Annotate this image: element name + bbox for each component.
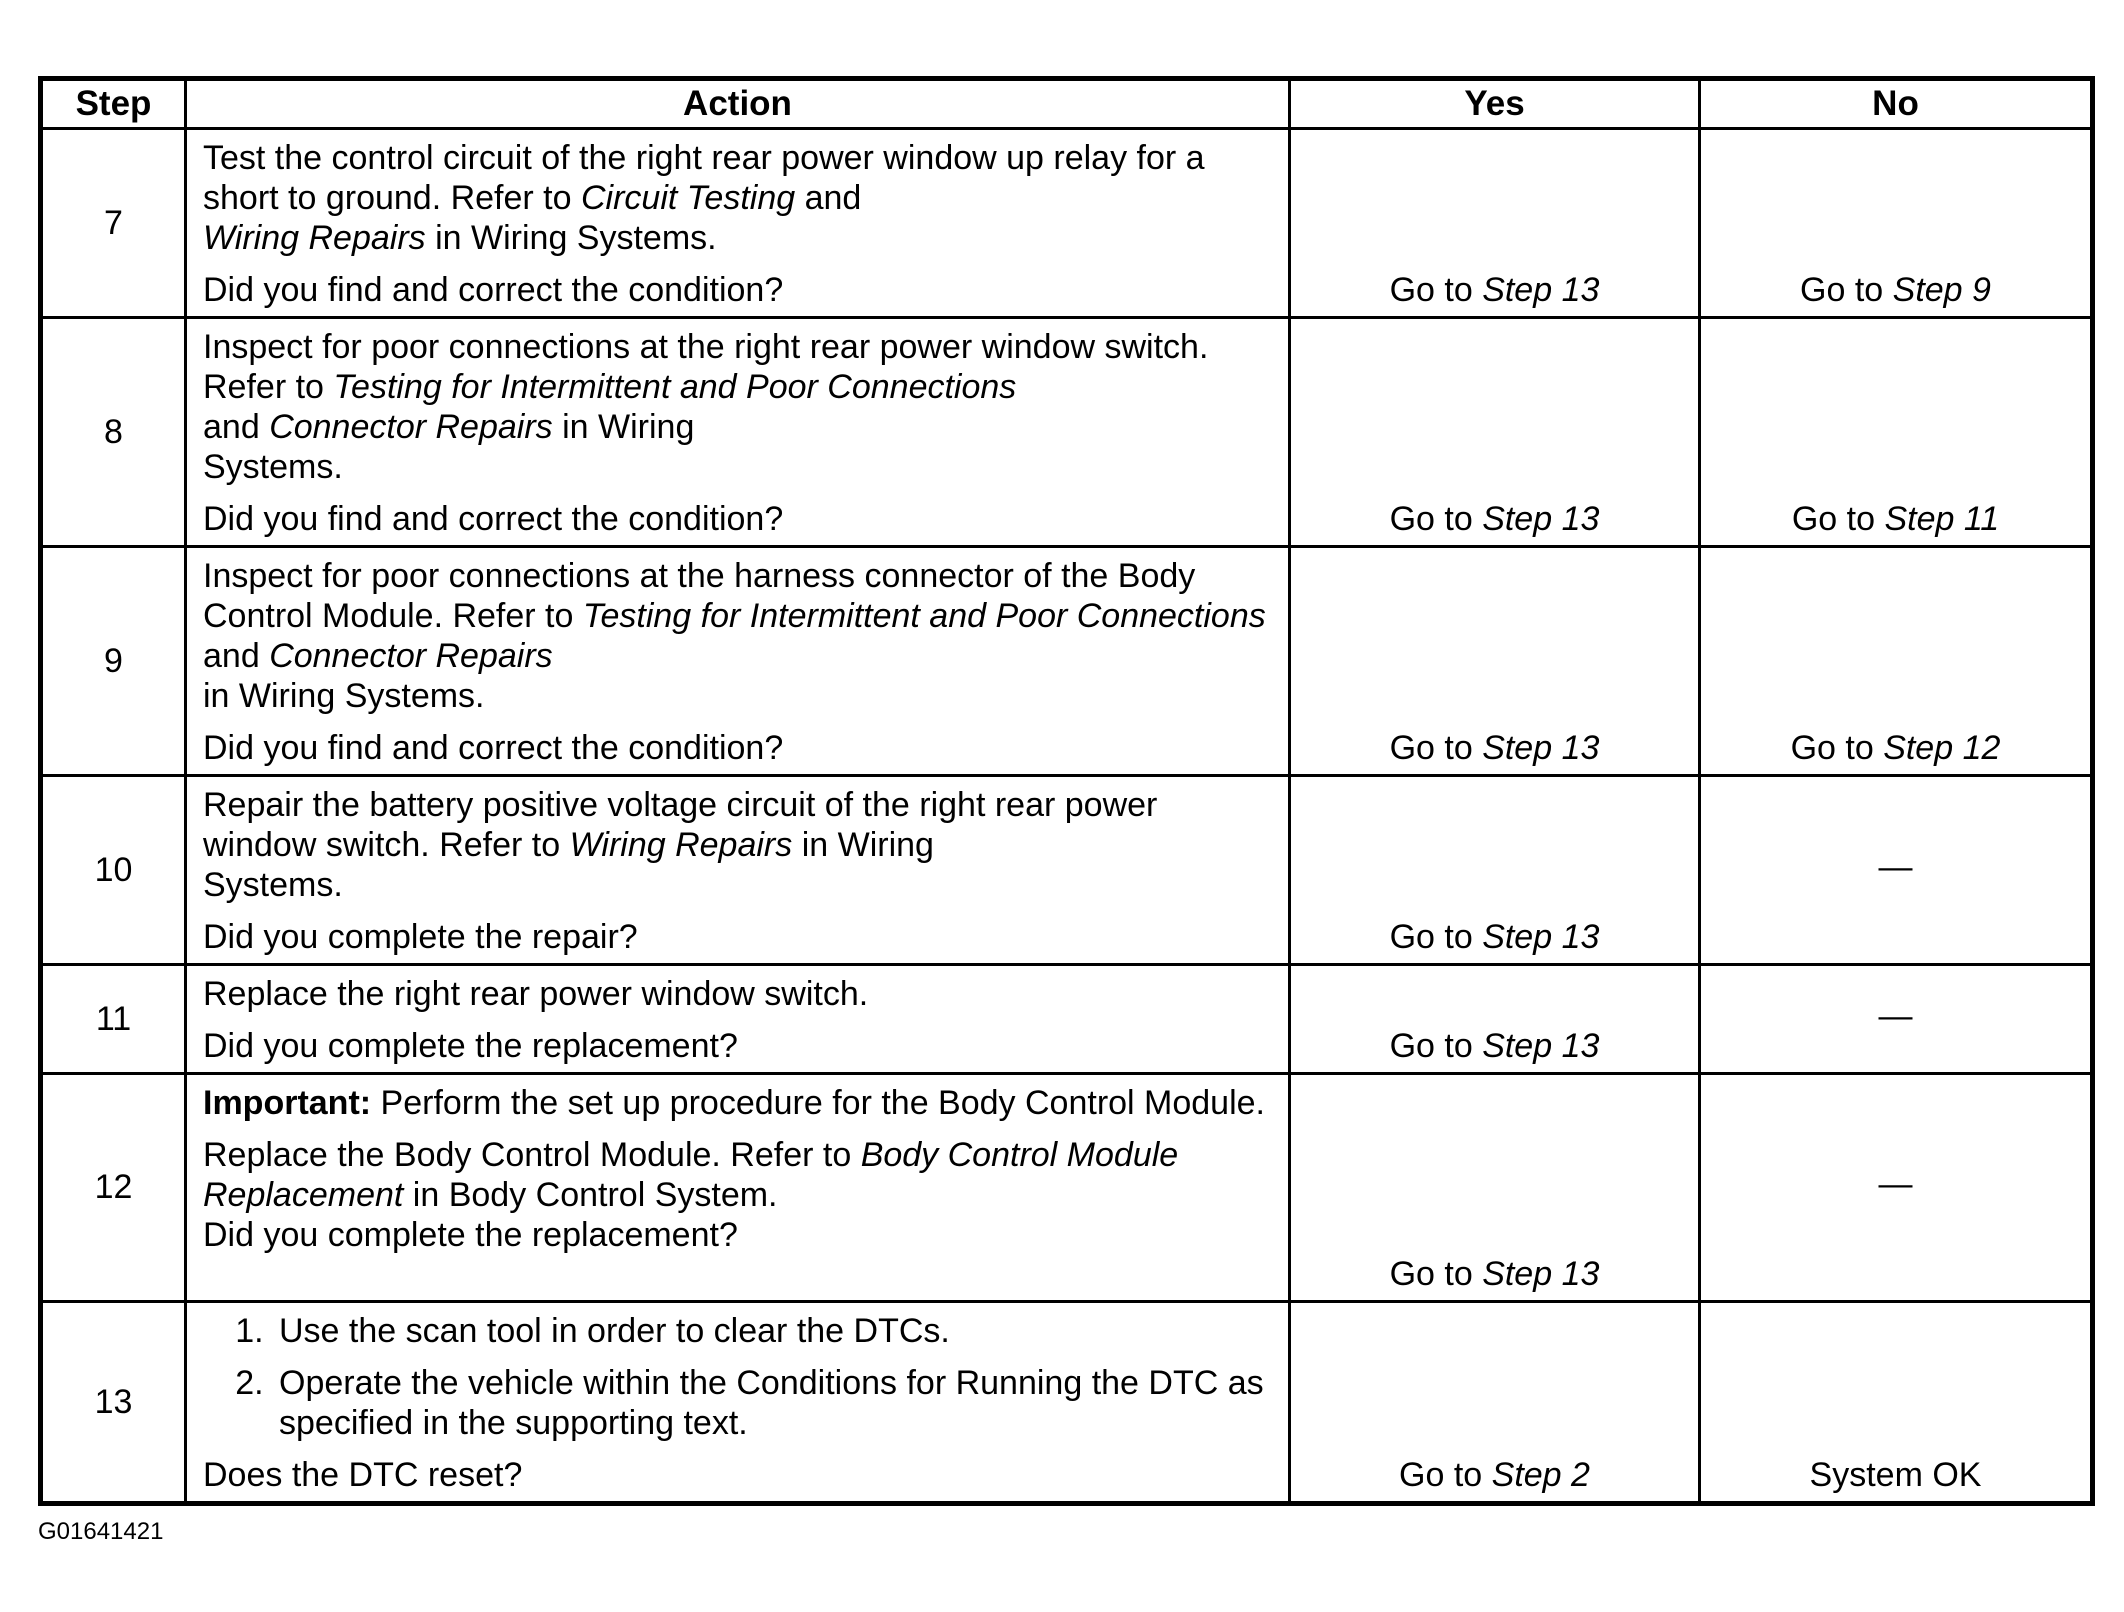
action-paragraph [203, 556, 1274, 676]
action-text: Repair the battery positive voltage circuit of the right rear power window switch. Refer to [203, 786, 1158, 864]
goto-step-reference [1390, 271, 1600, 310]
diagnostic-table [38, 76, 2095, 1506]
reference-link-text: Wiring Repairs [203, 219, 426, 257]
goto-prefix: Go to [1389, 271, 1483, 309]
result-text: System OK [1809, 1456, 1982, 1494]
goto-step-target: Step 13 [1482, 729, 1600, 767]
reference-link-text: Connector Repairs [269, 637, 553, 675]
table-row [41, 776, 2093, 965]
header-action: Action [186, 79, 1290, 129]
goto-step-target: Step 12 [1883, 729, 2001, 767]
goto-step-target: Step 13 [1482, 918, 1600, 956]
yes-result-cell [1290, 776, 1700, 965]
reference-link-text: Wiring Repairs [569, 826, 793, 864]
goto-step-target: Step 9 [1892, 271, 1991, 309]
dash-placeholder: — [1878, 847, 1913, 886]
goto-step-reference [1390, 500, 1600, 539]
table-row [41, 318, 2093, 547]
yes-result-cell [1290, 1302, 1700, 1504]
step-number: 7 [41, 129, 186, 318]
action-paragraph [203, 270, 1274, 310]
action-paragraph [203, 865, 1274, 905]
goto-step-reference [1390, 729, 1600, 768]
action-paragraph [203, 1455, 1274, 1495]
reference-link-text: Testing for Intermittent and Poor Connections [333, 368, 1017, 406]
goto-prefix: Go to [1399, 1456, 1492, 1494]
yes-result-cell [1290, 965, 1700, 1074]
step-number: 10 [41, 776, 186, 965]
action-text: Perform the set up procedure for the Body Control Module. [371, 1084, 1266, 1122]
dash-placeholder: — [1878, 1165, 1913, 1203]
action-text: Did you find and correct the condition? [203, 500, 784, 538]
action-text: and [203, 637, 270, 675]
action-text: in Wiring [552, 408, 695, 446]
goto-prefix: Go to [1389, 1027, 1483, 1065]
goto-step-target: Step 2 [1491, 1456, 1590, 1494]
reference-link-text: Body Control Module Replacement [203, 1136, 1179, 1214]
action-text: Test the control circuit of the right rear power window up relay for a short to ground. Refer to [203, 139, 1205, 217]
goto-step-reference [1390, 1255, 1600, 1294]
goto-step-target: Step 13 [1482, 500, 1600, 538]
yes-result-cell [1290, 318, 1700, 547]
action-paragraph [203, 974, 1274, 1014]
action-text: in Wiring [792, 826, 934, 864]
yes-result-cell [1290, 1074, 1700, 1302]
action-text: in Wiring Systems. [203, 677, 485, 715]
reference-link-text: Circuit Testing [580, 179, 796, 217]
action-list-item: 2. Operate the vehicle within the Conditions for Running the DTC as specified in the supporting text. [273, 1363, 1274, 1443]
action-text: Did you complete the repair? [203, 918, 638, 956]
action-cell [186, 776, 1290, 965]
action-text: Did you complete the replacement? [203, 1027, 738, 1065]
action-text: Systems. [203, 866, 343, 904]
emphasis-label: Important: [203, 1084, 372, 1122]
action-text: Does the DTC reset? [203, 1456, 523, 1494]
action-cell [186, 1074, 1290, 1302]
goto-step-target: Step 11 [1884, 500, 2000, 538]
action-text: Inspect for poor connections at the right rear power window switch. Refer to [203, 328, 1209, 406]
table-row [41, 1302, 2093, 1504]
no-result-cell [1700, 776, 2093, 965]
goto-prefix: Go to [1389, 918, 1483, 956]
yes-result-cell [1290, 129, 1700, 318]
figure-id: G01641421 [38, 1518, 164, 1545]
action-text: and [795, 179, 862, 217]
goto-step-reference [1792, 500, 1999, 539]
goto-step-target: Step 13 [1482, 1027, 1600, 1065]
action-text: Replace the Body Control Module. Refer to [203, 1136, 861, 1174]
goto-prefix: Go to [1389, 1255, 1483, 1293]
action-paragraph [203, 138, 1274, 218]
table-row [41, 547, 2093, 776]
goto-prefix: Go to [1389, 729, 1483, 767]
table-body [41, 129, 2093, 1504]
no-result-cell [1700, 129, 2093, 318]
action-cell [186, 318, 1290, 547]
action-paragraph [203, 917, 1274, 957]
goto-step-reference [1390, 918, 1600, 957]
step-number: 8 [41, 318, 186, 547]
no-result-cell [1700, 318, 2093, 547]
action-paragraph [203, 785, 1274, 865]
step-number: 13 [41, 1302, 186, 1504]
action-paragraph [203, 676, 1274, 716]
table-row [41, 965, 2093, 1074]
goto-prefix: Go to [1800, 271, 1893, 309]
action-text: Did you complete the replacement? [203, 1216, 738, 1254]
goto-step-reference [1390, 1027, 1600, 1066]
action-cell [186, 129, 1290, 318]
action-paragraph [203, 447, 1274, 487]
action-text: Did you find and correct the condition? [203, 271, 784, 309]
action-text: and [203, 408, 270, 446]
header-no: No [1700, 79, 2093, 129]
step-number: 9 [41, 547, 186, 776]
no-result-cell [1700, 965, 2093, 1074]
action-list-item: 1. Use the scan tool in order to clear the DTCs. [273, 1311, 1274, 1351]
no-result-cell [1700, 1074, 2093, 1302]
table-row [41, 1074, 2093, 1302]
goto-prefix: Go to [1791, 500, 1885, 538]
action-paragraph [203, 1215, 1274, 1255]
action-text: in Body Control System. [403, 1176, 778, 1214]
step-number: 11 [41, 965, 186, 1074]
action-paragraph [203, 1083, 1274, 1123]
table-row [41, 129, 2093, 318]
action-paragraph [203, 218, 1274, 258]
header-step: Step [41, 79, 186, 129]
goto-step-reference [1399, 1456, 1590, 1495]
action-paragraph [203, 728, 1274, 768]
action-steps-list [203, 1311, 1274, 1443]
action-text: Replace the right rear power window switch. [203, 975, 869, 1013]
goto-step-target: Step 13 [1482, 1255, 1600, 1293]
goto-prefix: Go to [1790, 729, 1884, 767]
action-text: Did you find and correct the condition? [203, 729, 784, 767]
action-paragraph [203, 1135, 1274, 1215]
goto-prefix: Go to [1389, 500, 1483, 538]
dash-placeholder: — [1878, 996, 1913, 1035]
no-result-cell [1700, 1302, 2093, 1504]
reference-link-text: Connector Repairs [269, 408, 553, 446]
table-header-row [41, 79, 2093, 129]
yes-result-cell [1290, 547, 1700, 776]
action-text: Inspect for poor connections at the harness connector of the Body Control Module. Refer to [203, 557, 1196, 635]
action-text: Systems. [203, 448, 343, 486]
step-number: 12 [41, 1074, 186, 1302]
action-cell [186, 965, 1290, 1074]
action-paragraph [203, 1026, 1274, 1066]
goto-step-target: Step 13 [1482, 271, 1600, 309]
action-text: in Wiring Systems. [425, 219, 717, 257]
action-paragraph [203, 327, 1274, 407]
goto-step-reference [1791, 729, 2001, 768]
action-paragraph [203, 407, 1274, 447]
action-paragraph [203, 499, 1274, 539]
reference-link-text: Testing for Intermittent and Poor Connections [582, 597, 1266, 635]
action-cell [186, 547, 1290, 776]
goto-step-reference [1800, 271, 1991, 310]
no-result-cell [1700, 547, 2093, 776]
action-cell [186, 1302, 1290, 1504]
header-yes: Yes [1290, 79, 1700, 129]
